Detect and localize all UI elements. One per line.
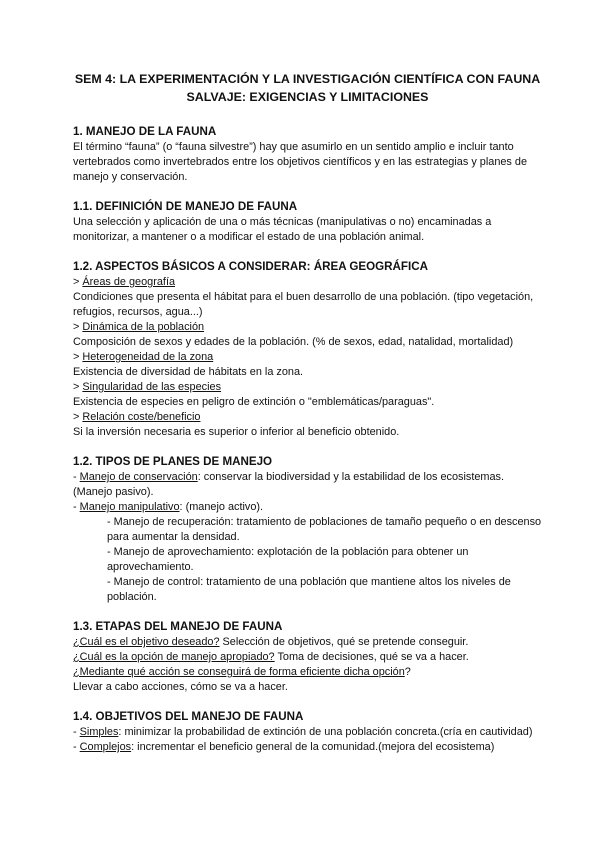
- bullet-prefix: -: [73, 726, 80, 738]
- objetivo-label: Simples: [79, 726, 119, 738]
- section-manejo-fauna: [73, 124, 542, 185]
- section-heading: 1.1. DEFINICIÓN DE MANEJO DE FAUNA: [73, 200, 298, 213]
- bullet-prefix: -: [73, 741, 80, 753]
- subplan-control: - Manejo de control: tratamiento de una población que mantiene altos los niveles de población.: [107, 576, 511, 603]
- etapa-text: Toma de decisiones, qué se va a hacer.: [274, 651, 469, 663]
- bullet-prefix: >: [73, 411, 83, 423]
- aspect-text: Si la inversión necesaria es superior o inferior al beneficio obtenido.: [73, 426, 400, 438]
- objetivo-text: : minimizar la probabilidad de extinción de una población concreta.(cría en cautividad): [118, 726, 533, 738]
- bullet-prefix: >: [73, 351, 83, 363]
- etapa-text: ?: [404, 666, 411, 678]
- bullet-prefix: >: [73, 321, 83, 333]
- etapa-text: Selección de objetivos, qué se pretende conseguir.: [219, 636, 469, 648]
- etapa-last: Llevar a cabo acciones, cómo se va a hacer.: [73, 681, 288, 693]
- subplan-aprovechamiento: - Manejo de aprovechamiento: explotación de la población para obtener un aprovechamiento.: [107, 546, 469, 573]
- etapa-question: ¿Cuál es la opción de manejo apropiado?: [73, 651, 275, 663]
- aspect-label-line: [73, 410, 542, 425]
- section-aspectos-basicos: [73, 259, 542, 440]
- etapa-question: ¿Cuál es el objetivo deseado?: [73, 636, 220, 648]
- aspect-label: Relación coste/beneficio: [82, 411, 201, 423]
- objetivo-simple: [73, 725, 542, 740]
- aspect-label-line: [73, 350, 542, 365]
- plan-label: Manejo manipulativo: [79, 501, 180, 513]
- objetivo-complejo: [73, 740, 542, 755]
- plan-label: Manejo de conservación: [79, 471, 198, 483]
- document-title: SEM 4: LA EXPERIMENTACIÓN Y LA INVESTIGACIÓN CIENTÍFICA CON FAUNA SALVAJE: EXIGENCIAS Y LIMITACIONES: [74, 72, 541, 104]
- plan-conservacion: [73, 470, 542, 500]
- section-heading: 1.2. ASPECTOS BÁSICOS A CONSIDERAR: ÁREA GEOGRÁFICA: [73, 260, 428, 273]
- subplan-recuperacion: - Manejo de recuperación: tratamiento de poblaciones de tamaño pequeño o en descenso para aumentar la densidad.: [107, 516, 542, 543]
- section-definicion: [73, 199, 542, 245]
- section-heading: 1.4. OBJETIVOS DEL MANEJO DE FAUNA: [73, 710, 304, 723]
- objetivo-text: : incrementar el beneficio general de la comunidad.(mejora del ecosistema): [131, 741, 495, 753]
- plan-text: : (manejo activo).: [179, 501, 264, 513]
- aspect-label: Áreas de geografía: [82, 276, 176, 288]
- aspect-text: Existencia de diversidad de hábitats en la zona.: [73, 366, 304, 378]
- plan-text: : conservar la biodiversidad y la estabilidad de los ecosistemas. (Manejo pasivo).: [73, 471, 505, 498]
- section-heading: 1. MANEJO DE LA FAUNA: [73, 125, 217, 138]
- aspect-label-line: [73, 320, 542, 335]
- aspect-label-line: [73, 380, 542, 395]
- etapa-line: [73, 635, 542, 650]
- section-etapas: [73, 619, 542, 695]
- bullet-prefix: >: [73, 276, 83, 288]
- section-tipos-planes: [73, 454, 542, 605]
- section-heading: 1.3. ETAPAS DEL MANEJO DE FAUNA: [73, 620, 283, 633]
- aspect-text: Condiciones que presenta el hábitat para el buen desarrollo de una población. (tipo vegetación, refugios, recursos, agua...): [73, 291, 534, 318]
- plan-manipulativo: [73, 500, 542, 515]
- section-body: El término “fauna” (o “fauna silvestre”) hay que asumirlo en un sentido amplio e incluir tanto vertebrados como invertebrados entre los objetivos científicos y en las estrategias y planes de manejo y conservación.: [73, 141, 528, 183]
- etapa-line: [73, 665, 542, 680]
- aspect-label: Heterogeneidad de la zona: [82, 351, 214, 363]
- bullet-prefix: -: [73, 501, 80, 513]
- etapa-question: ¿Mediante qué acción se conseguirá de forma eficiente dicha opción: [73, 666, 405, 678]
- aspect-text: Existencia de especies en peligro de extinción o "emblemáticas/paraguas".: [73, 396, 435, 408]
- aspect-label: Singularidad de las especies: [82, 381, 222, 393]
- bullet-prefix: -: [73, 471, 80, 483]
- aspect-text: Composición de sexos y edades de la población. (% de sexos, edad, natalidad, mortalidad): [73, 336, 514, 348]
- aspect-label: Dinámica de la población: [82, 321, 205, 333]
- section-objetivos: [73, 709, 542, 755]
- bullet-prefix: >: [73, 381, 83, 393]
- section-body: Una selección y aplicación de una o más técnicas (manipulativas o no) encaminadas a monitorizar, a mantener o a modificar el estado de una población animal.: [73, 216, 492, 243]
- section-heading: 1.2. TIPOS DE PLANES DE MANEJO: [73, 455, 273, 468]
- aspect-label-line: [73, 275, 542, 290]
- etapa-line: [73, 650, 542, 665]
- objetivo-label: Complejos: [79, 741, 132, 753]
